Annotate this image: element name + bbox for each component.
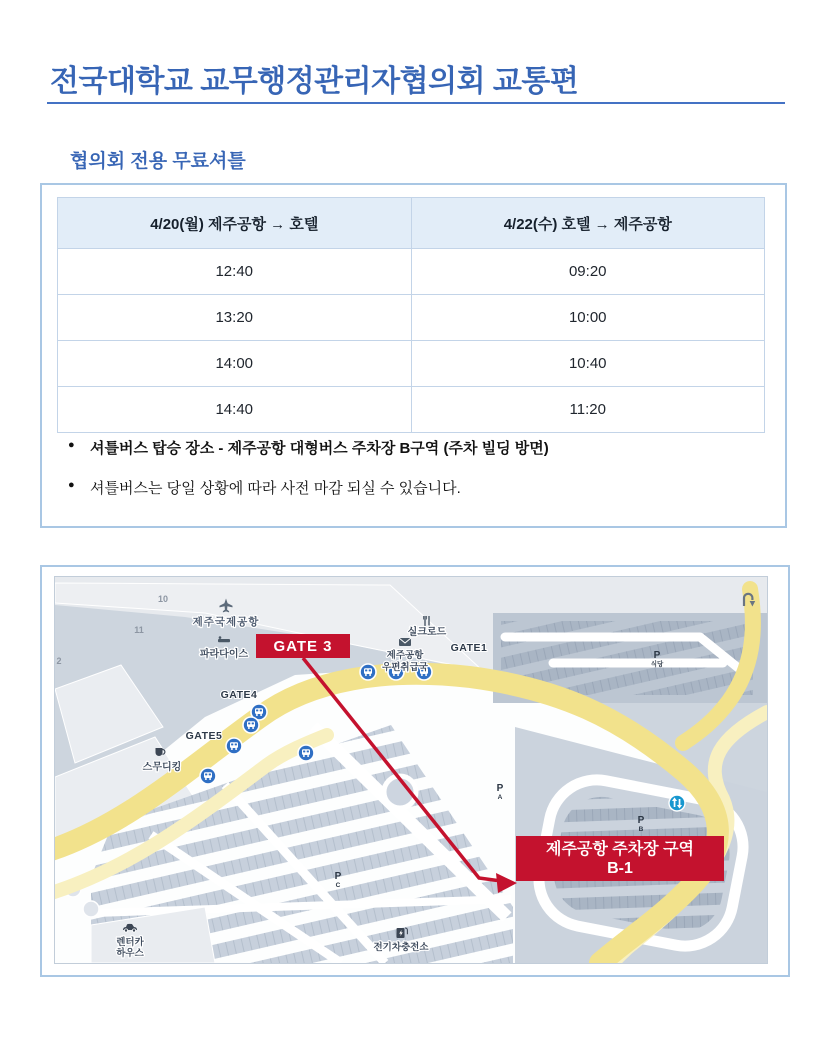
bus-icon: [200, 768, 216, 784]
bus-icon: [226, 738, 242, 754]
road-number-label: 10: [157, 594, 169, 604]
time-cell: 12:40: [58, 249, 412, 295]
airport-map: [55, 577, 767, 963]
rentacar-label-line1: 렌터카: [116, 937, 144, 948]
bus-icon: [298, 745, 314, 761]
page-title: 전국대학교 교무행정관리자협의회 교통편: [50, 65, 579, 98]
road-number-label: 2: [56, 656, 62, 666]
gate1-label: GATE1: [450, 642, 488, 654]
map-panel: [40, 565, 790, 977]
post-office-label-line2: 우편취급국: [382, 662, 428, 673]
time-cell: 09:20: [411, 249, 765, 295]
table-row: [58, 341, 765, 387]
parking-marker: P: [653, 650, 661, 661]
note-boarding-location: ● 셔틀버스 탑승 장소 - 제주공항 대형버스 주차장 B구역 (주차 빌딩 방면): [68, 437, 758, 458]
post-office-icon: [399, 638, 411, 646]
bus-icon: [243, 717, 259, 733]
table-row: [58, 249, 765, 295]
table-header-hotel-to-airport: 4/22(수) 호텔 → 제주공항: [411, 198, 765, 249]
section-heading: 협의회 전용 무료셔틀: [70, 151, 246, 172]
note-early-closing: ● 셔틀버스는 당일 상황에 따라 사전 마감 되실 수 있습니다.: [68, 477, 758, 498]
gate5-label: GATE5: [185, 730, 223, 742]
time-cell: 10:40: [411, 341, 765, 387]
destination-label-line2: B-1: [607, 860, 633, 877]
gate3-callout-label: GATE 3: [273, 638, 333, 655]
time-cell: 14:40: [58, 387, 412, 433]
road-number-label: 11: [134, 625, 144, 635]
parking-marker-zone: C: [335, 882, 341, 889]
destination-label-line1: 제주공항 주차장 구역: [546, 841, 694, 858]
bus-icon: [360, 664, 376, 680]
parking-marker-zone: A: [497, 794, 503, 801]
parking-marker: P: [334, 871, 342, 882]
shuttle-table: [57, 197, 765, 433]
shuttle-panel: [40, 183, 787, 528]
airport-name-label: 제주국제공항: [192, 616, 260, 628]
elevator-icon: [669, 795, 685, 811]
title-divider: [47, 102, 785, 104]
paradise-label: 파라다이스: [199, 649, 249, 660]
table-header-row: [58, 198, 765, 249]
table-row: [58, 387, 765, 433]
ev-station-label: 전기차충전소: [373, 942, 429, 953]
table-header-airport-to-hotel: 4/20(월) 제주공항 → 호텔: [58, 198, 412, 249]
post-office-label-line1: 제주공항: [386, 650, 424, 661]
time-cell: 14:00: [58, 341, 412, 387]
time-cell: 11:20: [411, 387, 765, 433]
table-row: [58, 295, 765, 341]
parking-marker: P: [637, 815, 645, 826]
parking-marker-zone: B: [638, 826, 644, 833]
time-cell: 13:20: [58, 295, 412, 341]
time-cell: 10:00: [411, 295, 765, 341]
gate4-label: GATE4: [220, 689, 258, 701]
parking-marker: P: [496, 783, 504, 794]
map-frame: [54, 576, 768, 964]
parking-marker-zone: 식당: [650, 661, 664, 668]
notes-list: [68, 437, 758, 517]
smoothie-king-label: 스무디킹: [142, 762, 182, 773]
silkroad-label: 실크로드: [407, 627, 447, 638]
rentacar-label-line2: 하우스: [116, 948, 144, 959]
